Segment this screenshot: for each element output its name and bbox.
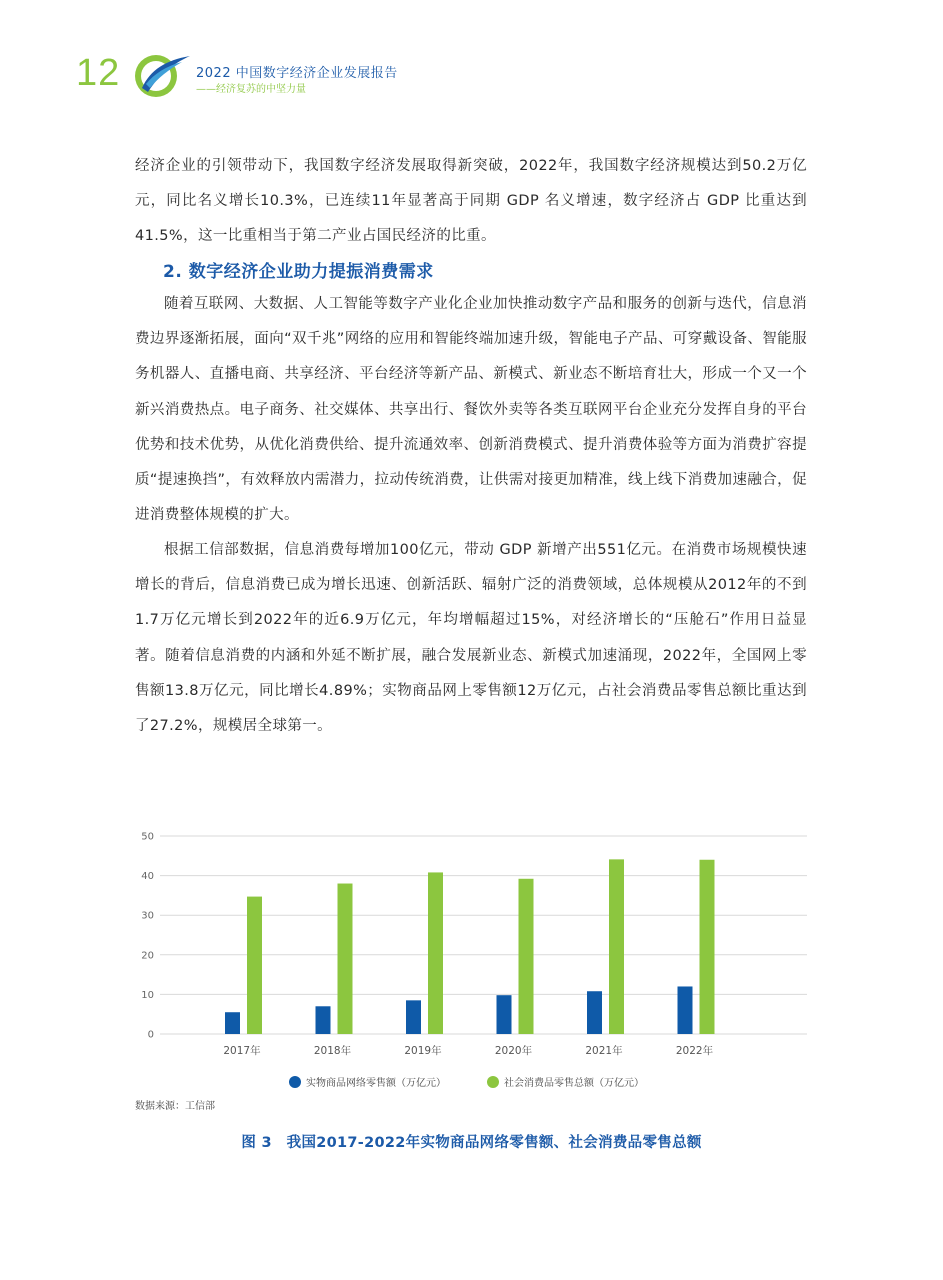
x-tick-label: 2022年 xyxy=(675,1045,714,1057)
body-paragraph-1: 经济企业的引领带动下，我国数字经济发展取得新突破，2022年，我国数字经济规模达到50.2万亿元，同比名义增长10.3%，已连续11年显著高于同期 GDP 名义增速，数字经济占 GDP 比重达到41.5%，这一比重相当于第二产业占国民经济的比重。 xyxy=(135,158,807,245)
source-note: 数据来源：工信部 xyxy=(135,1101,215,1112)
section-heading: 2. 数字经济企业助力提振消费需求 xyxy=(163,262,434,282)
y-tick-label: 30 xyxy=(141,910,154,922)
bar-online-retail xyxy=(678,986,693,1034)
legend-swatch xyxy=(487,1076,499,1088)
bar-total-retail xyxy=(700,860,715,1034)
bar-total-retail xyxy=(609,859,624,1034)
bar-total-retail xyxy=(247,897,262,1034)
y-tick-label: 20 xyxy=(141,950,154,962)
x-tick-label: 2020年 xyxy=(494,1045,533,1057)
page-number: 12 xyxy=(76,52,121,94)
report-subtitle: ——经济复苏的中坚力量 xyxy=(196,84,306,95)
bar-total-retail xyxy=(428,872,443,1034)
y-tick-label: 40 xyxy=(141,871,154,883)
bar-chart xyxy=(120,820,820,1100)
x-tick-label: 2017年 xyxy=(223,1045,261,1057)
legend-label: 实物商品网络零售额（万亿元） xyxy=(306,1078,446,1089)
report-title: 2022 中国数字经济企业发展报告 xyxy=(196,66,398,81)
x-tick-label: 2021年 xyxy=(585,1045,623,1057)
bar-online-retail xyxy=(316,1006,331,1034)
bar-total-retail xyxy=(338,884,353,1034)
x-tick-label: 2018年 xyxy=(313,1045,352,1057)
y-tick-label: 10 xyxy=(141,989,154,1001)
legend-label: 社会消费品零售总额（万亿元） xyxy=(504,1078,644,1089)
figure-caption: 图 3 我国2017-2022年实物商品网络零售额、社会消费品零售总额 xyxy=(241,1135,702,1151)
bar-online-retail xyxy=(225,1012,240,1034)
bar-online-retail xyxy=(587,991,602,1034)
legend-swatch xyxy=(289,1076,301,1088)
x-tick-label: 2019年 xyxy=(404,1045,442,1057)
bar-online-retail xyxy=(406,1000,421,1034)
y-tick-label: 50 xyxy=(141,831,154,843)
bar-online-retail xyxy=(497,995,512,1034)
body-paragraph-2: 随着互联网、大数据、人工智能等数字产业化企业加快推动数字产品和服务的创新与迭代，信息消费边界逐渐拓展，面向“双千兆”网络的应用和智能终端加速升级，智能电子产品、可穿戴设备、智能服务机器人、直播电商、共享经济、平台经济等新产品、新模式、新业态不断培育壮大，形成一个又一个新兴消费热点。电子商务、社交媒体、共享出行、餐饮外卖等各类互联网平台企业充分发挥自身的平台优势和技术优势，从优化消费供给、提升流通效率、创新消费模式、提升消费体验等方面为消费扩容提质“提速换挡”，有效释放内需潜力，拉动传统消费，让供需对接更加精准，线上线下消费加速融合，促进消费整体规模的扩大。 xyxy=(135,296,807,524)
y-tick-label: 0 xyxy=(147,1029,154,1041)
report-logo-icon xyxy=(132,48,194,100)
bar-total-retail xyxy=(519,879,534,1034)
body-paragraph-3: 根据工信部数据，信息消费每增加100亿元，带动 GDP 新增产出551亿元。在消费市场规模快速增长的背后，信息消费已成为增长迅速、创新活跃、辐射广泛的消费领域，总体规模从2012年的不到1.7万亿元增长到2022年的近6.9万亿元，年均增幅超过15%，对经济增长的“压舱石”作用日益显著。随着信息消费的内涵和外延不断扩展，融合发展新业态、新模式加速涌现，2022年，全国网上零售额13.8万亿元，同比增长4.89%；实物商品网上零售额12万亿元，占社会消费品零售总额比重达到了27.2%，规模居全球第一。 xyxy=(135,542,807,735)
